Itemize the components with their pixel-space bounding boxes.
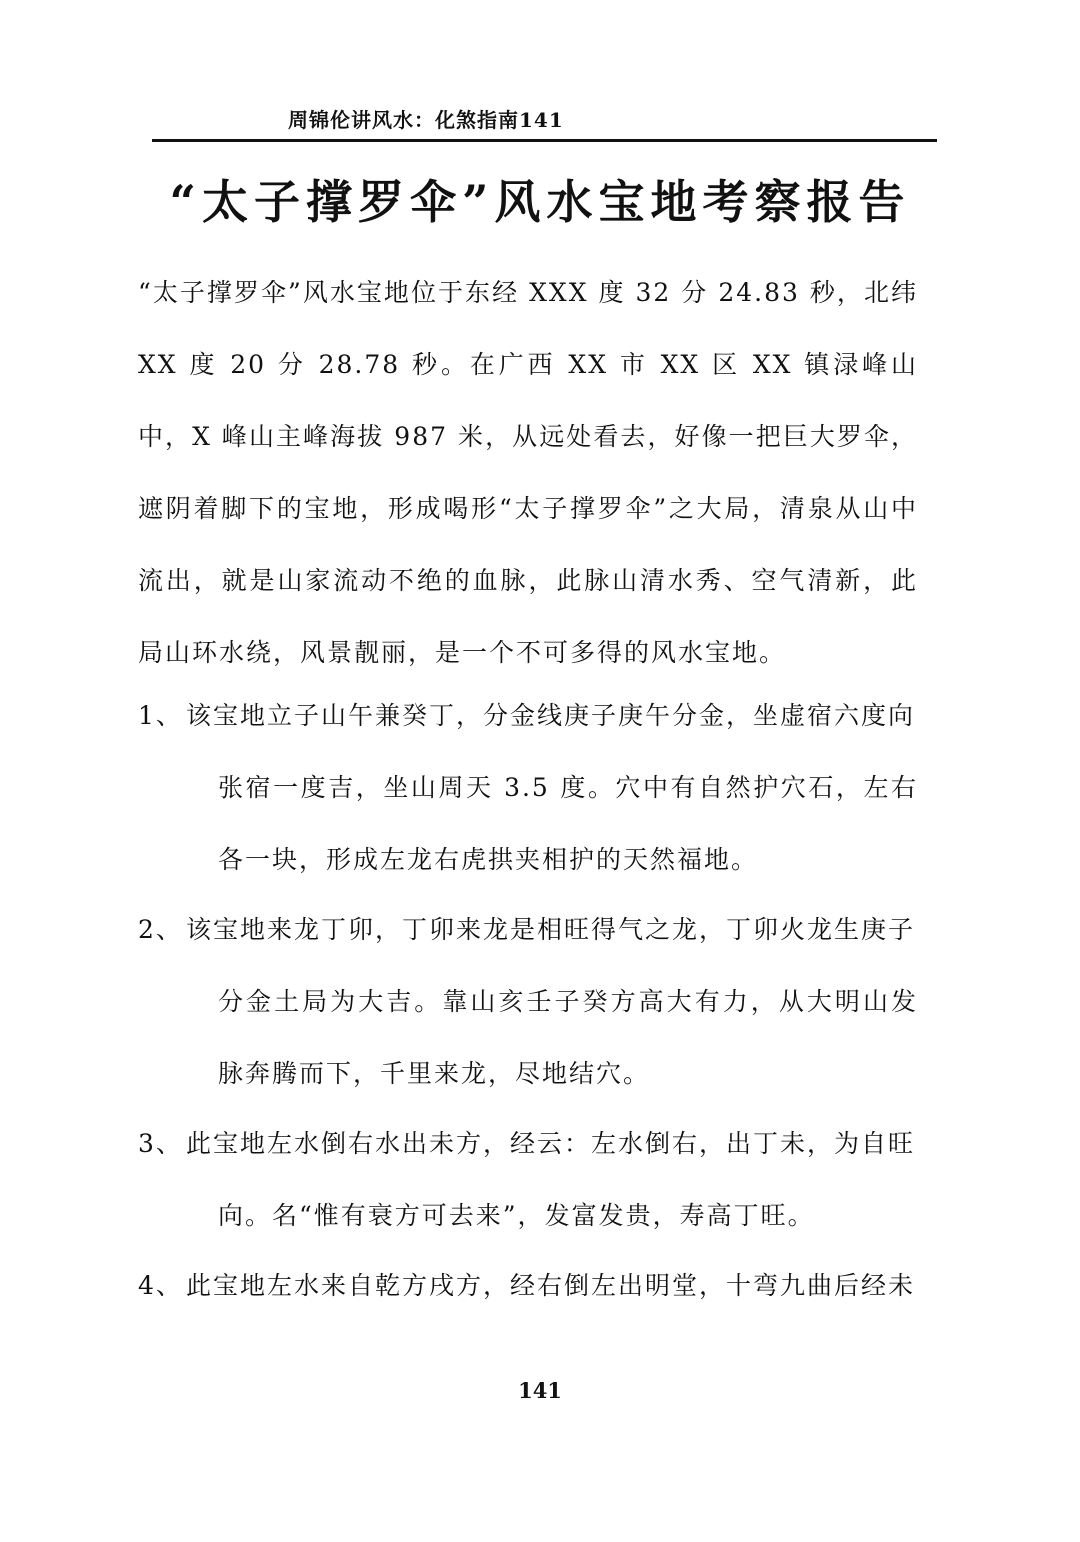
list-item-continuation: 向。名“惟有衰方可去来”，发富发贵，寿高丁旺。 — [218, 1201, 815, 1230]
list-item — [138, 1108, 918, 1252]
header-divider — [152, 139, 937, 142]
list-item-number: 2、 — [138, 915, 183, 944]
list-item-first-line: 此宝地左水倒右水出未方，经云：左水倒右，出丁未，为自旺 — [186, 1129, 916, 1158]
document-title: “太子撑罗伞”风水宝地考察报告 — [169, 175, 911, 229]
list-item-text — [186, 894, 918, 1110]
list-item-number: 4、 — [138, 1271, 183, 1300]
list-item-first-line: 此宝地左水来自乾方戌方，经右倒左出明堂，十弯九曲后经未 — [186, 1271, 916, 1300]
list-item-continuation: 张宿一度吉，坐山周天 3.5 度。穴中有自然护穴石，左右各一块，形成左龙右虎拱夹相护的天然福地。 — [218, 773, 918, 874]
list-item — [138, 1250, 918, 1322]
intro-paragraph: “太子撑罗伞”风水宝地位于东经 XXX 度 32 分 24.83 秒，北纬 XX 度 20 分 28.78 秒。在广西 XX 市 XX 区 XX 镇渌峰山中，X 峰山主峰海拔 987 米，从远处看去，好像一把巨大罗伞，遮阴着脚下的宝地，形成喝形“太子撑罗伞”之大局，清泉从山中流出，就是山家流动不绝的血脉，此脉山清水秀、空气清新，此局山环水绕，风景靓丽，是一个不可多得的风水宝地。 — [138, 278, 918, 667]
list-item-text — [186, 680, 918, 896]
list-item-number: 3、 — [138, 1129, 183, 1158]
list-item-first-line: 该宝地立子山午兼癸丁，分金线庚子庚午分金，坐虚宿六度向 — [186, 701, 916, 730]
list-item — [138, 894, 918, 1110]
page-number: 141 — [518, 1378, 562, 1403]
list-item-text — [186, 1108, 918, 1252]
list-item-text — [186, 1250, 918, 1322]
list-item-first-line: 该宝地来龙丁卯，丁卯来龙是相旺得气之龙，丁卯火龙生庚子 — [186, 915, 916, 944]
list-item-continuation: 分金土局为大吉。靠山亥壬子癸方高大有力，从大明山发脉奔腾而下，千里来龙，尽地结穴。 — [218, 987, 918, 1088]
list-item-number: 1、 — [138, 701, 183, 730]
running-header: 周锦伦讲风水：化煞指南141 — [288, 108, 564, 132]
list-item — [138, 680, 918, 896]
